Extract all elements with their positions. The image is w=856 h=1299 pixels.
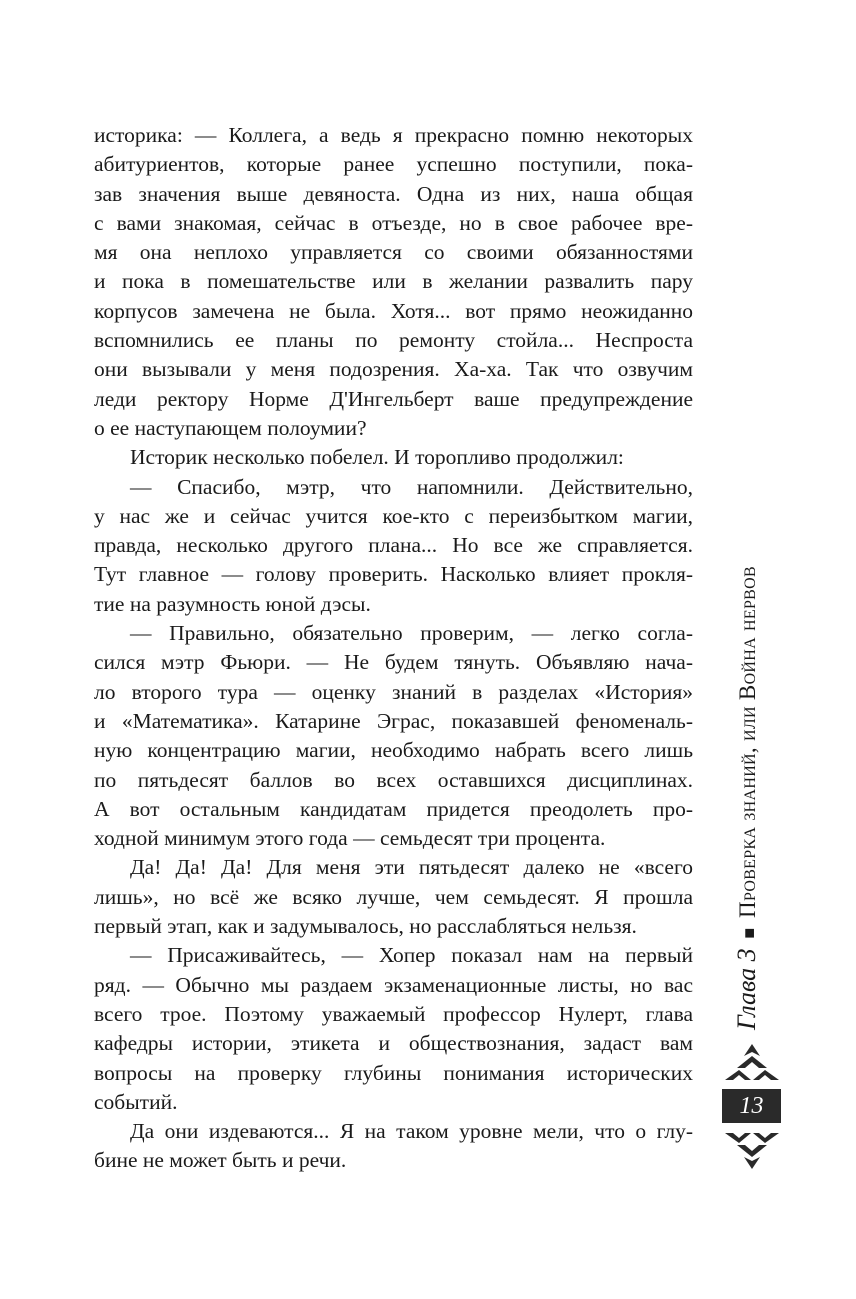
text-line: ходной минимум этого года — семьдесят три процента. [94,826,606,851]
text-line: леди ректору Норме Д'Ингельберт ваше предупреждение [94,386,693,411]
chapter-label: Глава 3 [732,948,761,1030]
text-line: ряд. — Обычно мы раздаем экзаменационные листы, но вас [94,972,693,997]
text-line: историка: — Коллега, а ведь я прекрасно помню некоторых [94,123,693,147]
text-line: кафедры истории, этикета и обществознания, задаст вам [94,1031,693,1056]
text-line: сился мэтр Фьюри. — Не будем тянуть. Объявляю нача- [94,650,693,675]
text-line: Да они издеваются... Я на таком уровне мели, что о глу- [130,1119,693,1144]
text-line: мя она неплохо управляется со своими обязанностями [94,240,693,265]
text-line: ную концентрацию магии, необходимо набрать всего лишь [94,738,693,763]
text-line: тие на разумность юной дэсы. [94,591,371,616]
text-line: и пока в помешательстве или в желании развалить пару [94,269,693,294]
page-number: 13 [722,1089,781,1123]
text-line: корпусов замечена не была. Хотя... вот прямо неожиданно [94,298,693,323]
chapter-title: Проверка знаний, или Война нервов [735,566,760,918]
text-line: Историк несколько побелел. И торопливо продолжил: [130,445,624,470]
text-line: Тут главное — голову проверить. Насколько влияет прокля- [94,562,693,587]
text-line: первый этап, как и задумывалось, но расслабляться нельзя. [94,914,637,939]
text-line: абитуриентов, которые ранее успешно поступили, пока- [94,152,693,177]
text-line: — Правильно, обязательно проверим, — легко согла- [130,621,693,646]
text-line: вопросы на проверку глубины понимания исторических [94,1060,693,1085]
text-line: с вами знакомая, сейчас в отъезде, но в свое рабочее вре- [94,210,693,235]
square-separator-icon: ■ [739,927,759,939]
text-line: А вот остальным кандидатам придется преодолеть про- [94,796,693,821]
text-line: о ее наступающем полоумии? [94,415,367,440]
text-line: у нас же и сейчас учится кое-кто с переизбытком магии, [94,503,693,528]
text-line: ло второго тура — оценку знаний в разделах «История» [94,679,693,704]
text-line: Да! Да! Да! Для меня эти пятьдесят далеко не «всего [130,855,693,880]
text-line: правда, несколько другого плана... Но все же справляется. [94,533,693,558]
ornament-bottom-icon [723,1131,781,1171]
text-line: — Спасибо, мэтр, что напомнили. Действительно, [130,474,693,499]
text-line: лишь», но всё же всяко лучше, чем семьдесят. Я прошла [94,884,693,909]
text-line: по пятьдесят баллов во всех оставшихся дисциплинах. [94,767,693,792]
text-line: и «Математика». Катарине Эграс, показавшей феноменаль- [94,708,693,733]
ornament-top-icon [723,1042,781,1082]
text-line: зав значения выше девяноста. Одна из них, наша общая [94,181,693,206]
text-line: они вызывали у меня подозрения. Ха-ха. Так что озвучим [94,357,693,382]
text-line: всего трое. Поэтому уважаемый профессор Нулерт, глава [94,1001,693,1026]
running-head [732,566,762,1030]
text-line: бине не может быть и речи. [94,1148,347,1173]
body-text [94,121,693,1176]
text-line: вспомнились ее планы по ремонту стойла... Неспроста [94,328,693,353]
text-line: событий. [94,1089,178,1114]
text-line: — Присаживайтесь, — Хопер показал нам на первый [130,943,693,968]
